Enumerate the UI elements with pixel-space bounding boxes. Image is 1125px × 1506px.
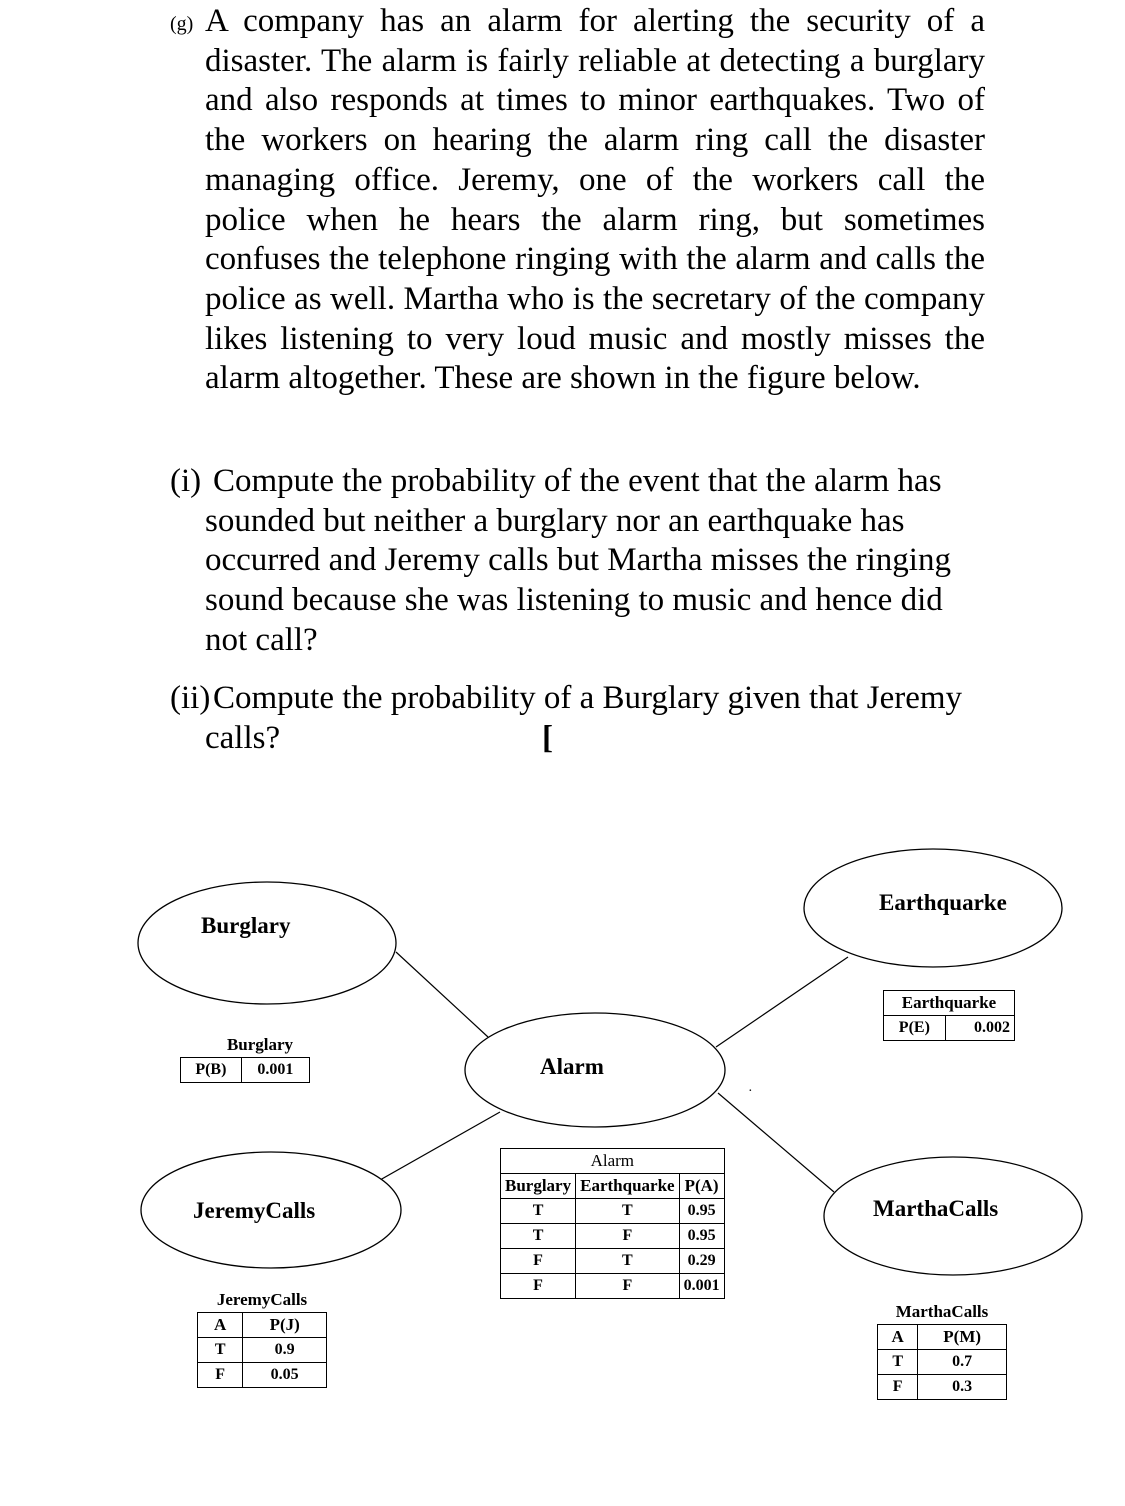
cpt-burglary-row-label: P(B) [181,1058,242,1083]
table-row [501,1249,725,1274]
cpt-earthquake-value: 0.002 [945,1016,1014,1041]
cpt-martha-cell: 0.3 [918,1375,1007,1400]
edge-burglary-alarm [396,952,488,1037]
subquestion-ii-label: (ii) [170,680,211,716]
cpt-jeremy-cell: 0.9 [243,1338,327,1363]
cpt-alarm-cell: 0.001 [679,1274,724,1299]
cpt-jeremy-cell: 0.05 [243,1363,327,1388]
cpt-alarm-cell: 0.95 [679,1224,724,1249]
stray-dot: · [748,1084,753,1099]
cpt-martha [877,1300,1007,1400]
question-text: A company has an alarm for alerting the security of a disaster. The alarm is fairly reliable at detecting a burglary and also responds at times to minor earthquakes. Two of the workers on hearing the alarm ring call the disaster managing office. Jeremy, one of the workers call the police when he hears the alarm ring, but sometimes confuses the telephone ringing with the alarm and calls the police as well. Martha who is the secretary of the company likes listening to very loud music and mostly misses the alarm altogether. These are shown in the figure below. [205,3,985,397]
cpt-martha-header: A [878,1325,918,1350]
cpt-jeremy [197,1288,327,1388]
node-martha-label: MarthaCalls [873,1196,999,1221]
cpt-alarm-cell: 0.29 [679,1249,724,1274]
cpt-alarm-cell: T [501,1199,576,1224]
cpt-alarm-header: Earthquarke [576,1174,679,1199]
cpt-burglary-value: 0.001 [241,1058,309,1083]
cpt-alarm-cell: T [576,1249,679,1274]
cpt-alarm-cell: 0.95 [679,1199,724,1224]
cpt-alarm-cell: T [576,1199,679,1224]
node-burglary-label: Burglary [201,913,291,938]
cpt-martha-cell: T [878,1350,918,1375]
node-earthquake-label: Earthquarke [879,890,1007,915]
cpt-alarm-caption: Alarm [501,1149,725,1174]
cpt-jeremy-cell: F [198,1363,243,1388]
table-row [198,1338,327,1363]
cpt-alarm [500,1148,725,1299]
cpt-alarm-header: Burglary [501,1174,576,1199]
cpt-jeremy-caption: JeremyCalls [198,1288,327,1313]
subquestion-ii-text: Compute the probability of a Burglary given that Jeremy calls? [205,680,963,756]
node-jeremy-label: JeremyCalls [193,1198,316,1223]
stray-bracket: [ [542,720,553,756]
cpt-martha-cell: F [878,1375,918,1400]
edge-alarm-martha [718,1093,834,1192]
cpt-martha-header: P(M) [918,1325,1007,1350]
cpt-alarm-cell: F [576,1274,679,1299]
cpt-earthquake [883,990,1015,1041]
table-row [878,1375,1007,1400]
cpt-alarm-cell: F [576,1224,679,1249]
cpt-martha-cell: 0.7 [918,1350,1007,1375]
question-label: (g) [170,13,194,35]
subquestion-i-label: (i) [170,463,202,499]
table-row [501,1224,725,1249]
cpt-alarm-cell: F [501,1274,576,1299]
table-row [878,1350,1007,1375]
table-row [501,1274,725,1299]
node-burglary [138,882,396,1004]
cpt-jeremy-header: P(J) [243,1313,327,1338]
node-alarm-label: Alarm [540,1054,604,1079]
edge-earthquake-alarm [716,957,848,1047]
cpt-jeremy-cell: T [198,1338,243,1363]
edge-alarm-jeremy [380,1112,500,1180]
cpt-burglary [180,1030,310,1083]
cpt-jeremy-header: A [198,1313,243,1338]
cpt-martha-caption: MarthaCalls [878,1300,1007,1325]
table-row [501,1199,725,1224]
cpt-alarm-cell: T [501,1224,576,1249]
cpt-earthquake-caption: Earthquarke [884,991,1015,1016]
cpt-alarm-header: P(A) [679,1174,724,1199]
cpt-earthquake-row-label: P(E) [884,1016,946,1041]
subquestion-i-text: Compute the probability of the event that the alarm has sounded but neither a burglary nor an earthquake has occurred and Jeremy calls but Martha misses the ringing sound because she was listening to music and hence did not call? [205,463,951,658]
cpt-burglary-caption: Burglary [181,1030,310,1058]
table-row [198,1363,327,1388]
cpt-alarm-cell: F [501,1249,576,1274]
